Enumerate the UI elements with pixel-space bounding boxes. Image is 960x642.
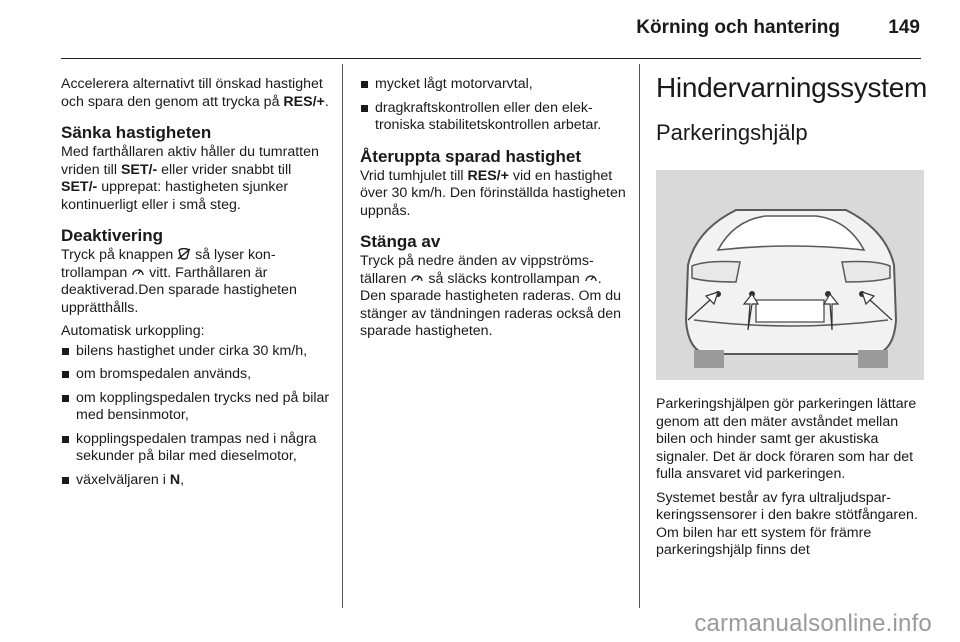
parking-aid-paragraph-2: Systemet består av fyra ultraljudsparkeringssensorer i den bakre stötfångaren. Om bilen har ett system för främre parkeringshjälp finns det [656,489,918,558]
header-divider [61,58,921,59]
page-section-title: Körning och hantering [636,17,840,38]
cruise-cancel-icon [177,248,191,260]
intro-paragraph: Accelerera alternativt till önskad hastighet och spara den genom att trycka på RES/+. [61,76,329,110]
page-header [0,0,960,60]
parking-aid-paragraph-1: Parkeringshjälpen gör parkeringen lättare genom att den mäter avståndet mellan bilen och hinder samt ger akustiska signaler. Det är dock föraren som har det fulla ansvaret vid parkeringen. [656,396,917,482]
column-2 [360,76,630,347]
parking-sensor-illustration [656,170,924,380]
list-item: växelväljaren i N, [61,472,331,490]
list-item: bilens hastighet under cirka 30 km/h, [61,343,331,361]
continued-list [360,76,630,135]
list-item: dragkraftskontrollen eller den elektroniska stabilitetskontrollen arbetar. [360,100,630,135]
resume-speed-text: Vrid tumhjulet till RES/+ vid en hastighet över 30 km/h. Den förinställda hastigheten uppnås. [360,167,626,219]
decrease-speed-text: Med farthållaren aktiv håller du tumratten vriden till SET/- eller vrider snabbt till SET/- upprepat: hastigheten sjunker kontinuerligt eller i små steg. [61,144,319,213]
column-divider-1 [342,64,343,608]
column-1 [61,76,331,495]
cruise-control-lamp-icon [410,272,424,284]
cruise-control-lamp-icon [584,272,598,284]
column-divider-2 [639,64,640,608]
cruise-control-lamp-icon [131,266,145,278]
turn-off-text: Tryck på nedre änden av vippströmställaren så släcks kontrollampan . Den sparade hastigheten raderas. Om du stänger av tändningen raderas också den sparade hastigheten. [360,253,622,339]
column-3 [656,72,927,566]
section-title: Parkeringshjälp [656,120,808,145]
list-item: om kopplingspedalen trycks ned på bilar med bensinmotor, [61,390,331,425]
heading-turn-off: Stänga av [360,232,441,251]
page-number: 149 [888,17,920,38]
chapter-title: Hindervarningssystem [656,72,927,103]
watermark: carmanualsonline.info [694,610,932,637]
auto-disengage-label: Automatisk urkoppling: [61,323,205,339]
list-item: om bromspedalen används, [61,366,331,384]
heading-deactivation: Deaktivering [61,226,164,245]
heading-resume-speed: Återuppta sparad hastighet [360,146,582,166]
auto-disengage-list [61,343,331,490]
list-item: mycket lågt motorvarvtal, [360,76,630,94]
deactivation-text: Tryck på knappen så lyser kontrollampan vitt. Farthållaren är deaktiverad.Den sparade hastigheten upprätthålls. [61,247,297,316]
heading-decrease-speed: Sänka hastigheten [61,123,212,142]
list-item: kopplingspedalen trampas ned i några sekunder på bilar med dieselmotor, [61,431,331,466]
